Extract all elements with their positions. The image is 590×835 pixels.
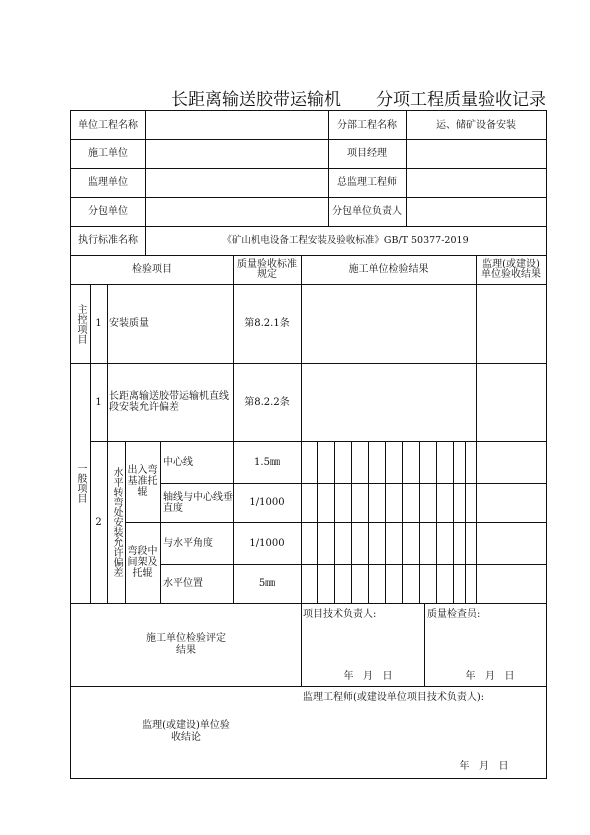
construction-eval-label: 施工单位检验评定结果 bbox=[146, 632, 226, 656]
main-control-standard: 第8.2.1条 bbox=[244, 318, 290, 329]
main-control-supervision[interactable] bbox=[476, 284, 546, 363]
supervision-unit-label: 监理单位 bbox=[88, 177, 128, 188]
supervisor-label: 监理工程师(或建设单位项目技术负责人): bbox=[303, 691, 485, 703]
project-manager-label: 项目经理 bbox=[347, 148, 387, 159]
standard-value: 《矿山机电设备工程安装及验收标准》GB/T 50377-2019 bbox=[222, 235, 469, 246]
quality-inspector-label: 质量检查员: bbox=[427, 608, 481, 620]
row-name-1: 中心线 bbox=[163, 456, 193, 468]
chief-supervisor-label: 总监理工程师 bbox=[337, 177, 397, 188]
title-suffix: 分项工程质量验收记录 bbox=[376, 90, 546, 110]
standard-label: 执行标准名称 bbox=[78, 235, 138, 246]
main-control-result[interactable] bbox=[301, 284, 476, 363]
row-value-1: 1.5㎜ bbox=[254, 456, 280, 468]
main-control-no: 1 bbox=[95, 318, 102, 329]
supervision-unit-value[interactable] bbox=[145, 168, 328, 197]
date-3: 年 月 日 bbox=[459, 760, 509, 772]
form-title bbox=[140, 85, 550, 109]
main-control-group-label: 主控项目 bbox=[75, 303, 86, 344]
supervision-conclusion-label: 监理(或建设)单位验收结论 bbox=[142, 720, 230, 743]
general-item2-no: 2 bbox=[95, 516, 102, 528]
sub-project-value[interactable]: 运、储矿设备安装 bbox=[436, 119, 516, 131]
subcontract-unit-value[interactable] bbox=[145, 197, 328, 226]
row-value-2: 1/1000 bbox=[249, 497, 285, 508]
subcontract-manager-label: 分包单位负责人 bbox=[332, 206, 402, 217]
project-name: 长距离输送胶带运输机 bbox=[140, 85, 372, 111]
tech-lead-label: 项目技术负责人: bbox=[303, 608, 377, 620]
date-2: 年 月 日 bbox=[465, 670, 515, 682]
record-table bbox=[70, 110, 547, 779]
unit-project-label: 单位工程名称 bbox=[78, 119, 138, 131]
general-item1-name: 长距离输送胶带运输机直线段安装允许偏差 bbox=[109, 391, 229, 413]
general-item1-standard: 第8.2.2条 bbox=[244, 396, 290, 408]
general-item1-no: 1 bbox=[95, 396, 102, 408]
row-name-2: 轴线与中心线垂直度 bbox=[163, 491, 233, 514]
construction-unit-label: 施工单位 bbox=[88, 148, 128, 159]
general-item2-category: 水平转弯处安装允许偏差 bbox=[111, 467, 122, 577]
general-group-label: 一般项目 bbox=[75, 463, 86, 503]
subcontract-manager-value[interactable] bbox=[406, 197, 546, 226]
row-name-4: 水平位置 bbox=[163, 578, 203, 589]
row-name-3: 与水平角度 bbox=[163, 537, 213, 549]
sub-project-label: 分部工程名称 bbox=[337, 119, 397, 131]
sub-b-label: 弯段中间架及托辊 bbox=[127, 546, 158, 579]
sub-a-label: 出入弯基准托辊 bbox=[127, 465, 158, 498]
project-manager-value[interactable] bbox=[406, 139, 546, 168]
construction-unit-value[interactable] bbox=[145, 139, 328, 168]
supervision-record-header: 监理(或建设)单位验收结果 bbox=[481, 258, 541, 280]
subcontract-unit-label: 分包单位 bbox=[88, 206, 128, 217]
date-1: 年 月 日 bbox=[343, 670, 393, 682]
inspection-item-header: 检验项目 bbox=[132, 264, 172, 275]
row-value-3: 1/1000 bbox=[249, 537, 285, 549]
construction-result-header: 施工单位检验结果 bbox=[348, 264, 429, 275]
quality-standard-header: 质量验收标准规定 bbox=[237, 258, 297, 280]
unit-project-value[interactable] bbox=[145, 111, 328, 139]
main-control-item: 安装质量 bbox=[109, 318, 149, 329]
row-value-4: 5㎜ bbox=[258, 578, 276, 589]
chief-supervisor-value[interactable] bbox=[406, 168, 546, 197]
